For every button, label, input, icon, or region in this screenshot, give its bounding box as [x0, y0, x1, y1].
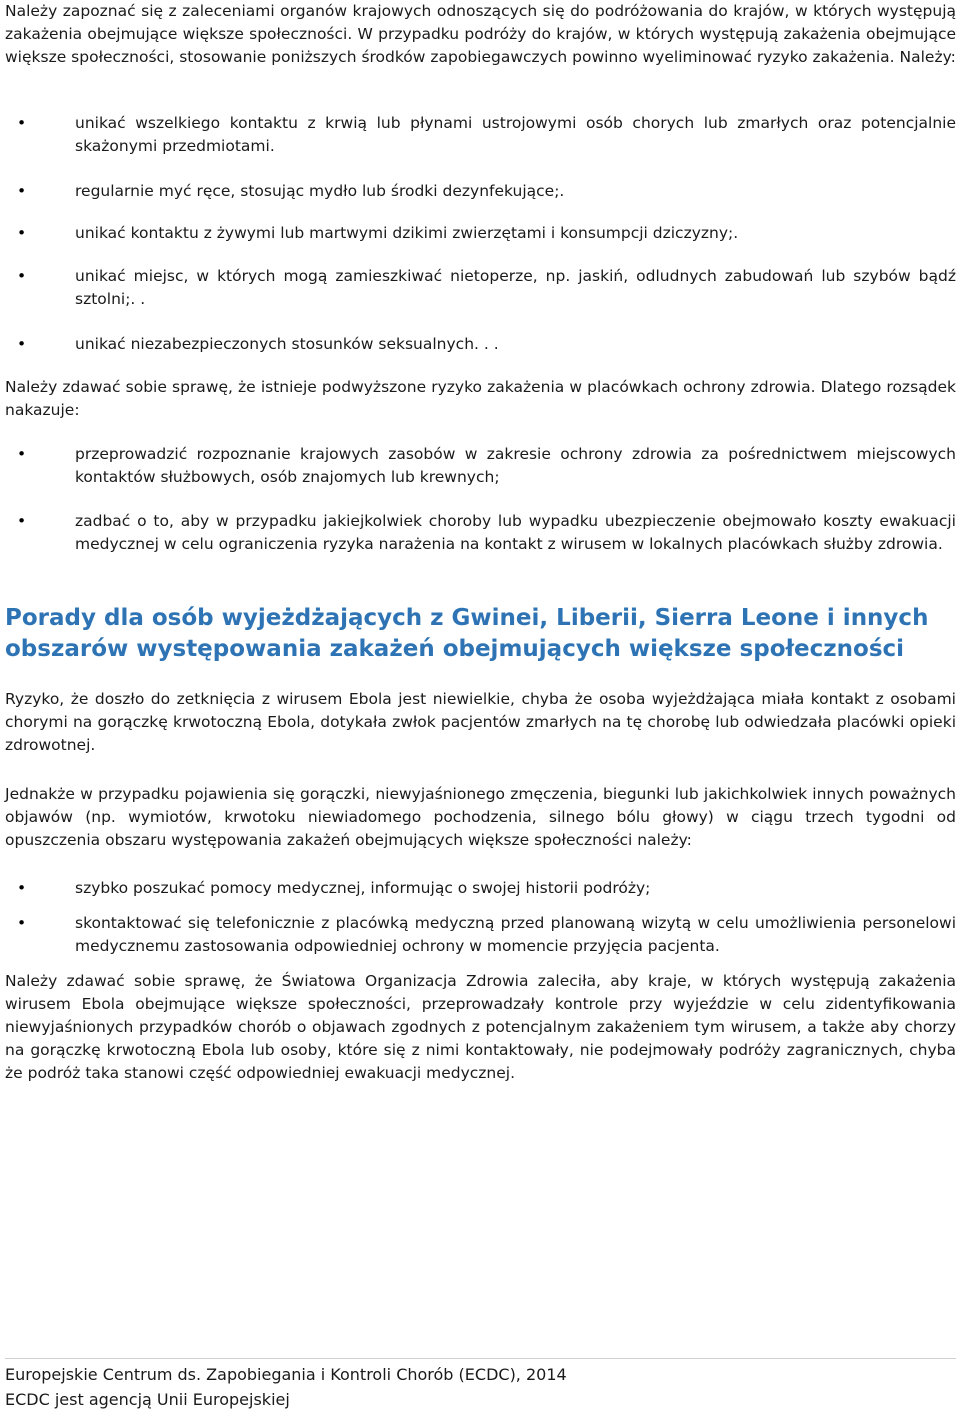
list-item: • unikać niezabezpieczonych stosunków seksualnych. . .	[75, 333, 956, 356]
list-item: • unikać miejsc, w których mogą zamieszkiwać nietoperze, np. jaskiń, odludnych zabudowań lub szybów bądź sztolni;. .	[75, 265, 956, 311]
risk-paragraph: Ryzyko, że doszło do zetknięcia z wirusem Ebola jest niewielkie, chyba że osoba wyjeżdżająca miała kontakt z osobami chorymi na gorączkę krwotoczną Ebola, dotykała zwłok pacjentów zmarłych na tę chorobę lub odwiedzała placówki opieki zdrowotnej.	[5, 690, 956, 754]
list-item: • unikać kontaktu z żywymi lub martwymi dzikimi zwierzętami i konsumpcji dziczyzny;.	[75, 222, 956, 245]
healthcare-risk-paragraph: Należy zdawać sobie sprawę, że istnieje podwyższone ryzyko zakażenia w placówkach ochrony zdrowia. Dlatego rozsądek nakazuje:	[5, 378, 956, 419]
section-heading: Porady dla osób wyjeżdżających z Gwinei, Liberii, Sierra Leone i innych obszarów występowania zakażeń obejmujących większe społeczności	[5, 605, 929, 662]
list-item: • unikać wszelkiego kontaktu z krwią lub płynami ustrojowymi osób chorych lub zmarłych oraz potencjalnie skażonymi przedmiotami.	[75, 112, 956, 158]
list-item: • regularnie myć ręce, stosując mydło lub środki dezynfekujące;.	[75, 180, 956, 203]
page-footer	[5, 1358, 956, 1412]
list-item: • przeprowadzić rozpoznanie krajowych zasobów w zakresie ochrony zdrowia za pośrednictwem miejscowych kontaktów służbowych, osób znajomych lub krewnych;	[75, 443, 956, 489]
symptoms-paragraph: Jednakże w przypadku pojawienia się gorączki, niewyjaśnionego zmęczenia, biegunki lub jakichkolwiek innych poważnych objawów (np. wymiotów, krwotoku niewiadomego pochodzenia, silnego bólu głowy) w ciągu trzech tygodni od opuszczenia obszaru występowania zakażeń obejmujących większe społeczności należy:	[5, 785, 956, 849]
footer-line-1: Europejskie Centrum ds. Zapobiegania i Kontroli Chorób (ECDC), 2014	[5, 1365, 567, 1384]
list-item: • zadbać o to, aby w przypadku jakiejkolwiek choroby lub wypadku ubezpieczenie obejmowało koszty ewakuacji medycznej w celu ograniczenia ryzyka narażenia na kontakt z wirusem w lokalnych placówkach służby zdrowia.	[75, 510, 956, 556]
who-paragraph: Należy zdawać sobie sprawę, że Światowa Organizacja Zdrowia zaleciła, aby kraje, w których występują zakażenia wirusem Ebola obejmujące większe społeczności, przeprowadzały kontrole przy wyjeździe w celu zidentyfikowania niewyjaśnionych przypadków chorób o objawach zgodnych z potencjalnym zakażeniem tym wirusem, a także aby chorzy na gorączkę krwotoczną Ebola lub osoby, które się z nimi kontaktowały, nie podejmowały podróży zagranicznych, chyba że podróż taka stanowi część odpowiedniej ewakuacji medycznej.	[5, 972, 956, 1082]
footer-line-2: ECDC jest agencją Unii Europejskiej	[5, 1390, 290, 1409]
list-item: • szybko poszukać pomocy medycznej, informując o swojej historii podróży;	[75, 877, 956, 900]
list-item: • skontaktować się telefonicznie z placówką medyczną przed planowaną wizytą w celu umożliwienia personelowi medycznemu zastosowania odpowiedniej ochrony w momencie przyjęcia pacjenta.	[75, 912, 956, 958]
intro-paragraph: Należy zapoznać się z zaleceniami organów krajowych odnoszących się do podróżowania do krajów, w których występują zakażenia obejmujące większe społeczności. W przypadku podróży do krajów, w których występują zakażenia obejmujące większe społeczności, stosowanie poniższych środków zapobiegawczych powinno wyeliminować ryzyko zakażenia. Należy:	[5, 2, 956, 66]
